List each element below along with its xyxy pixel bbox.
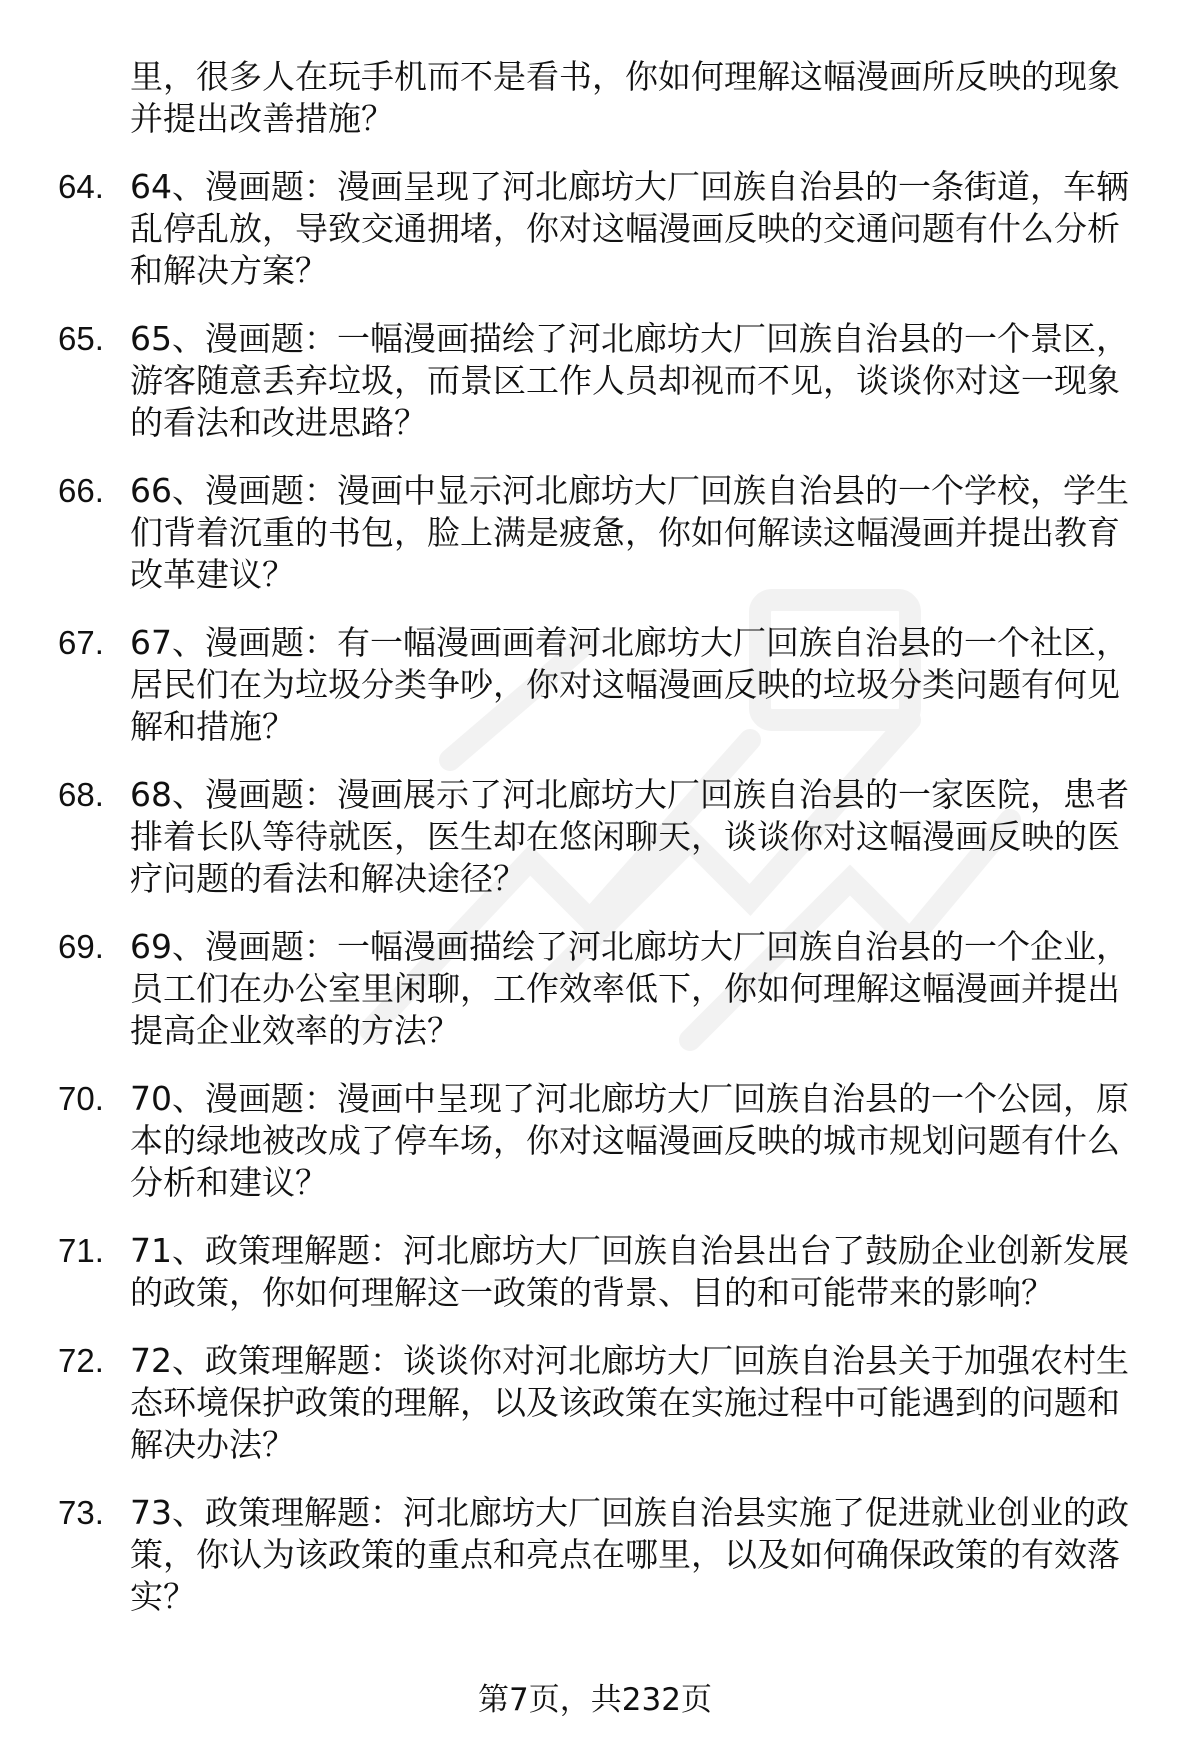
item-text: 64、漫画题：漫画呈现了河北廊坊大厂回族自治县的一条街道，车辆乱停乱放，导致交通拥堵，你对这幅漫画反映的交通问题有什么分析和解决方案？ bbox=[130, 167, 1129, 290]
item-text: 67、漫画题：有一幅漫画画着河北廊坊大厂回族自治县的一个社区，居民们在为垃圾分类争吵，你对这幅漫画反映的垃圾分类问题有何见解和措施？ bbox=[130, 623, 1129, 746]
item-text: 73、政策理解题：河北廊坊大厂回族自治县实施了促进就业创业的政策，你认为该政策的重点和亮点在哪里，以及如何确保政策的有效落实？ bbox=[130, 1493, 1129, 1616]
item-number: 71. bbox=[58, 1232, 104, 1269]
list-item bbox=[0, 1340, 1190, 1466]
item-number: 64. bbox=[58, 168, 104, 205]
item-number: 69. bbox=[58, 928, 104, 965]
item-text: 69、漫画题：一幅漫画描绘了河北廊坊大厂回族自治县的一个企业，员工们在办公室里闲聊，工作效率低下，你如何理解这幅漫画并提出提高企业效率的方法？ bbox=[130, 927, 1129, 1050]
item-number: 67. bbox=[58, 624, 104, 661]
item-number: 70. bbox=[58, 1080, 104, 1117]
item-number: 65. bbox=[58, 320, 104, 357]
list-item bbox=[0, 1078, 1190, 1204]
item-number: 73. bbox=[58, 1494, 104, 1531]
list-item bbox=[0, 1230, 1190, 1314]
item-number: 66. bbox=[58, 472, 104, 509]
item-text: 72、政策理解题：谈谈你对河北廊坊大厂回族自治县关于加强农村生态环境保护政策的理解，以及该政策在实施过程中可能遇到的问题和解决办法？ bbox=[130, 1341, 1129, 1464]
list-item bbox=[0, 166, 1190, 292]
item-text: 70、漫画题：漫画中呈现了河北廊坊大厂回族自治县的一个公园，原本的绿地被改成了停车场，你对这幅漫画反映的城市规划问题有什么分析和建议？ bbox=[130, 1079, 1129, 1202]
page-footer: 第7页，共232页 bbox=[478, 1682, 712, 1718]
item-text: 71、政策理解题：河北廊坊大厂回族自治县出台了鼓励企业创新发展的政策，你如何理解这一政策的背景、目的和可能带来的影响？ bbox=[130, 1231, 1129, 1312]
list-item bbox=[0, 470, 1190, 596]
list-item bbox=[0, 622, 1190, 748]
list-item bbox=[0, 926, 1190, 1052]
item-number: 68. bbox=[58, 776, 104, 813]
item-text: 65、漫画题：一幅漫画描绘了河北廊坊大厂回族自治县的一个景区，游客随意丢弃垃圾，而景区工作人员却视而不见，谈谈你对这一现象的看法和改进思路？ bbox=[130, 319, 1129, 442]
item-number: 72. bbox=[58, 1342, 104, 1379]
list-item bbox=[0, 774, 1190, 900]
item-text: 68、漫画题：漫画展示了河北廊坊大厂回族自治县的一家医院，患者排着长队等待就医，医生却在悠闲聊天，谈谈你对这幅漫画反映的医疗问题的看法和解决途径？ bbox=[130, 775, 1129, 898]
item-text: 66、漫画题：漫画中显示河北廊坊大厂回族自治县的一个学校，学生们背着沉重的书包，脸上满是疲惫，你如何解读这幅漫画并提出教育改革建议？ bbox=[130, 471, 1129, 594]
document-body bbox=[0, 56, 1190, 1644]
continued-paragraph: 里，很多人在玩手机而不是看书，你如何理解这幅漫画所反映的现象并提出改善措施？ bbox=[130, 57, 1120, 138]
list-item bbox=[0, 1492, 1190, 1618]
list-item bbox=[0, 318, 1190, 444]
